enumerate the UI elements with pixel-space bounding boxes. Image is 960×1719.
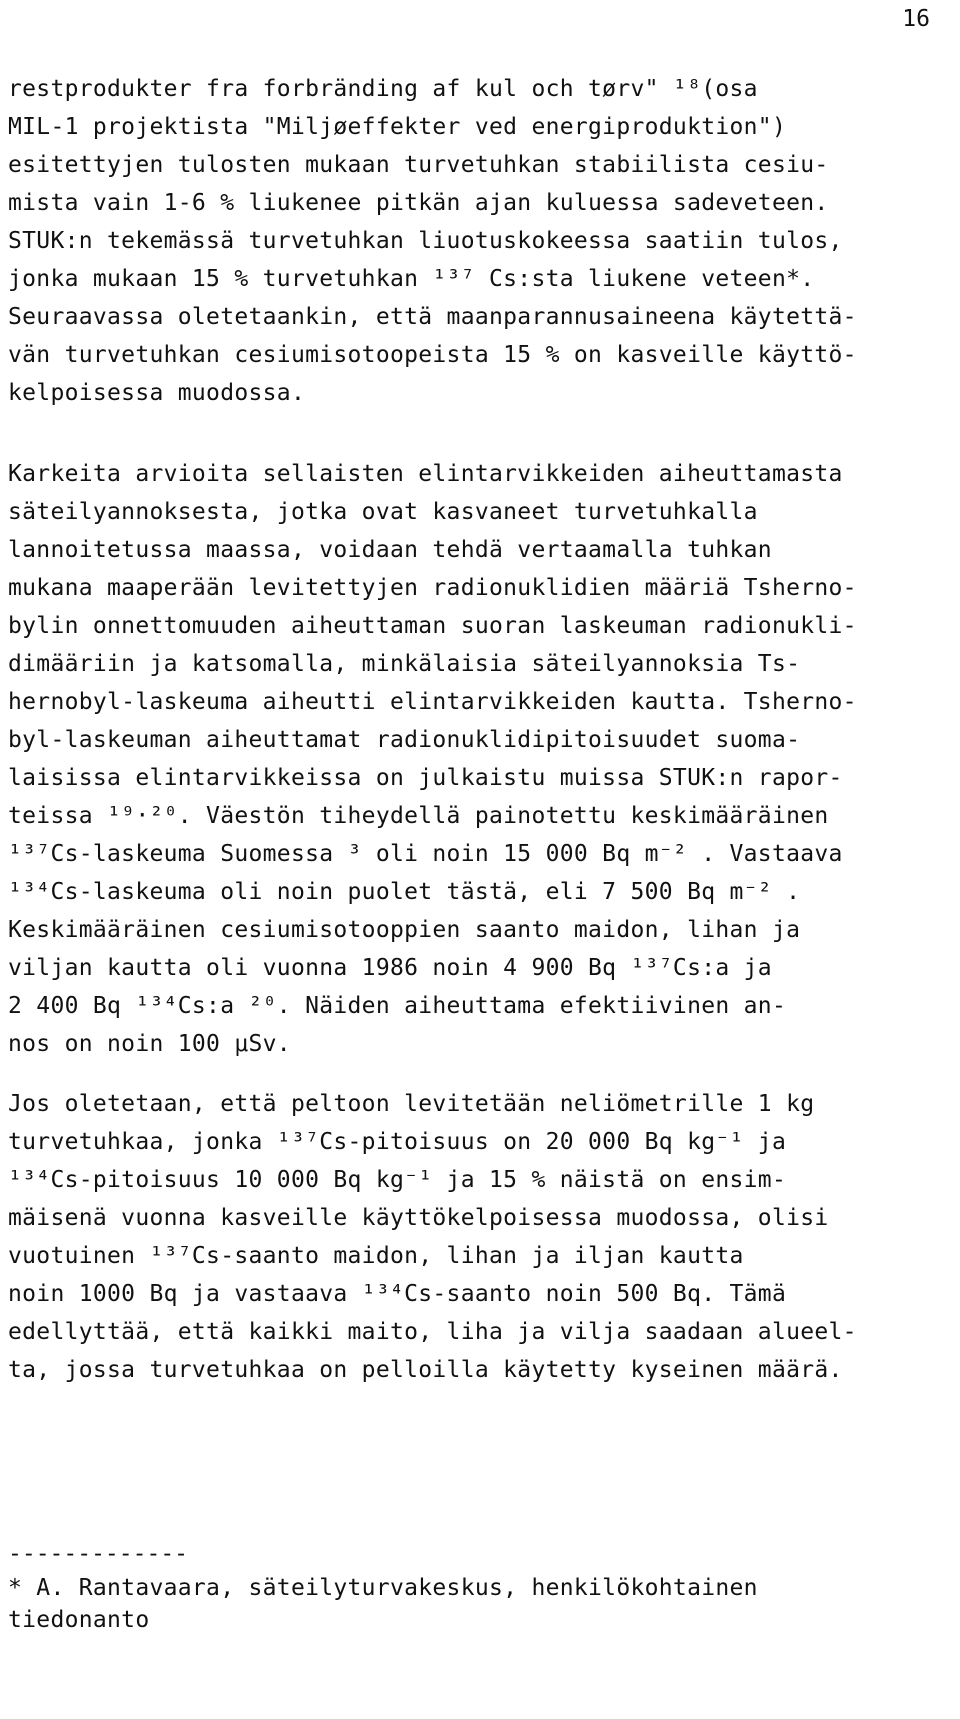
text-line: ta, jossa turvetuhkaa on pelloilla käytetty kyseinen määrä. — [8, 1357, 843, 1383]
paragraph-radiation-dose-estimates — [8, 455, 948, 1063]
text-line: vän turvetuhkan cesiumisotoopeista 15 % on kasveille käyttö- — [8, 342, 857, 368]
text-line: mukana maaperään levitettyjen radionuklidien määriä Tsherno- — [8, 575, 857, 601]
text-line: 2 400 Bq ¹³⁴Cs:a ²⁰. Näiden aiheuttama efektiivinen an- — [8, 993, 787, 1019]
text-line: nos on noin 100 μSv. — [8, 1031, 291, 1057]
text-line: Karkeita arvioita sellaisten elintarvikkeiden aiheuttamasta — [8, 461, 843, 487]
text-line: jonka mukaan 15 % turvetuhkan ¹³⁷ Cs:sta liukene veteen*. — [8, 266, 815, 292]
text-line: mista vain 1-6 % liukenee pitkän ajan kuluessa sadeveteen. — [8, 190, 829, 216]
text-line: dimääriin ja katsomalla, minkälaisia säteilyannoksia Ts- — [8, 651, 801, 677]
paragraph-ash-solubility — [8, 70, 948, 412]
paragraph-ash-intake-scenario — [8, 1085, 948, 1389]
text-line: ¹³⁴Cs-laskeuma oli noin puolet tästä, eli 7 500 Bq m⁻² . — [8, 879, 801, 905]
text-line: restprodukter fra forbränding af kul och tørv" ¹⁸(osa — [8, 76, 758, 102]
page-number: 16 — [902, 6, 930, 32]
text-line: vuotuinen ¹³⁷Cs-saanto maidon, lihan ja iljan kautta — [8, 1243, 744, 1269]
text-line: viljan kautta oli vuonna 1986 noin 4 900 Bq ¹³⁷Cs:a ja — [8, 955, 772, 981]
text-line: STUK:n tekemässä turvetuhkan liuotuskokeessa saatiin tulos, — [8, 228, 843, 254]
text-line: säteilyannoksesta, jotka ovat kasvaneet turvetuhkalla — [8, 499, 758, 525]
text-line: Keskimääräinen cesiumisotooppien saanto maidon, lihan ja — [8, 917, 801, 943]
footnote — [8, 1572, 948, 1636]
footnote-separator: ------------- — [8, 1541, 189, 1567]
text-line: ¹³⁴Cs-pitoisuus 10 000 Bq kg⁻¹ ja 15 % näistä on ensim- — [8, 1167, 787, 1193]
text-line: teissa ¹⁹·²⁰. Väestön tiheydellä painotettu keskimääräinen — [8, 803, 829, 829]
text-line: Seuraavassa oletetaankin, että maanparannusaineena käytettä- — [8, 304, 857, 330]
text-line: ¹³⁷Cs-laskeuma Suomessa ³ oli noin 15 000 Bq m⁻² . Vastaava — [8, 841, 843, 867]
text-line: edellyttää, että kaikki maito, liha ja vilja saadaan alueel- — [8, 1319, 857, 1345]
text-line: noin 1000 Bq ja vastaava ¹³⁴Cs-saanto noin 500 Bq. Tämä — [8, 1281, 787, 1307]
text-line: mäisenä vuonna kasveille käyttökelpoisessa muodossa, olisi — [8, 1205, 829, 1231]
text-line: kelpoisessa muodossa. — [8, 380, 306, 406]
text-line: esitettyjen tulosten mukaan turvetuhkan stabiilista cesiu- — [8, 152, 829, 178]
text-line: Jos oletetaan, että peltoon levitetään neliömetrille 1 kg — [8, 1091, 815, 1117]
text-line: lannoitetussa maassa, voidaan tehdä vertaamalla tuhkan — [8, 537, 772, 563]
text-line: hernobyl-laskeuma aiheutti elintarvikkeiden kautta. Tsherno- — [8, 689, 857, 715]
text-line: MIL-1 projektista "Miljøeffekter ved energiproduktion") — [8, 114, 787, 140]
text-line: byl-laskeuman aiheuttamat radionuklidipitoisuudet suoma- — [8, 727, 801, 753]
footnote-line: tiedonanto — [8, 1607, 150, 1633]
footnote-line: * A. Rantavaara, säteilyturvakeskus, henkilökohtainen — [8, 1575, 758, 1601]
text-line: bylin onnettomuuden aiheuttaman suoran laskeuman radionukli- — [8, 613, 857, 639]
text-line: laisissa elintarvikkeissa on julkaistu muissa STUK:n rapor- — [8, 765, 843, 791]
text-line: turvetuhkaa, jonka ¹³⁷Cs-pitoisuus on 20 000 Bq kg⁻¹ ja — [8, 1129, 787, 1155]
